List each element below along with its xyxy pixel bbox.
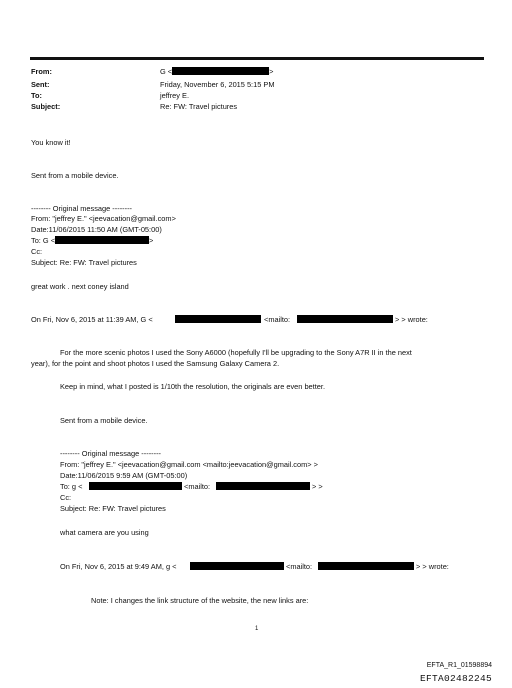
wrote-line [31,315,153,324]
paragraph: Keep in mind, what I posted is 1/10th the resolution, the originals are even better. [60,382,325,391]
paragraph-line: For the more scenic photos I used the Sony A6000 (hopefully I'll be upgrading to the Sony A7R II in the next [60,348,412,357]
original-from: From: "jeffrey E." <jeevacation@gmail.com <mailto:jeevacation@gmail.com> > [60,460,318,469]
subject-label: Subject: [31,102,61,111]
sent-from-mobile: Sent from a mobile device. [31,171,119,180]
mailto-text: <mailto: [286,562,313,571]
redaction-box [318,562,414,570]
redaction-box [190,562,284,570]
reply-line: You know it! [31,138,71,147]
original-message-title: -------- Original message -------- [31,204,132,213]
from-value-suffix: > [269,67,274,76]
original-cc: Cc: [31,247,43,256]
sent-label: Sent: [31,80,50,89]
original-subject: Subject: Re: FW: Travel pictures [31,258,137,267]
original-from: From: "jeffrey E." <jeevacation@gmail.com> [31,214,176,223]
from-value-prefix: G < [160,67,173,76]
wrote-prefix: On Fri, Nov 6, 2015 at 9:49 AM, g < [60,562,177,571]
footer-id-secondary: EFTA02482245 [419,673,492,684]
footer-id-primary: EFTA_R1_01598894 [426,662,492,669]
original-date: Date:11/06/2015 9:59 AM (GMT-05:00) [60,471,188,480]
subject-value: Re: FW: Travel pictures [160,102,238,111]
original-subject: Subject: Re: FW: Travel pictures [60,504,166,513]
redaction-box [297,315,393,323]
note-line: Note: I changes the link structure of the website, the new links are: [91,596,309,605]
wrote-prefix: On Fri, Nov 6, 2015 at 11:39 AM, G < [31,315,153,324]
header-rule [30,57,484,60]
redaction-box [89,482,182,490]
original-message-title: -------- Original message -------- [60,449,161,458]
original-to-suffix: > [149,236,154,245]
original-to [31,236,153,245]
wrote-suffix: > > wrote: [416,562,449,571]
mailto-text: <mailto: [264,315,291,324]
to-label: To: [31,91,42,100]
paragraph-line: year), for the point and shoot photos I used the Samsung Galaxy Camera 2. [31,359,280,368]
great-work-line: great work . next coney island [31,282,129,291]
from-value [160,67,273,76]
redaction-box [55,236,149,244]
sent-from-mobile: Sent from a mobile device. [60,416,148,425]
redaction-box [172,67,269,75]
redaction-box [216,482,310,490]
page-number: 1 [255,626,259,632]
sent-value: Friday, November 6, 2015 5:15 PM [160,80,275,89]
wrote-suffix: > > wrote: [395,315,428,324]
what-camera-line: what camera are you using [60,528,149,537]
original-to-prefix: To: g < [60,482,83,491]
to-value: jeffrey E. [160,91,190,100]
redaction-box [175,315,261,323]
from-label: From: [31,67,52,76]
mailto-text: <mailto: [184,482,211,491]
original-to-suffix: > > [312,482,323,491]
original-to-prefix: To: G < [31,236,56,245]
original-cc: Cc: [60,493,72,502]
original-date: Date:11/06/2015 11:50 AM (GMT-05:00) [31,225,162,234]
